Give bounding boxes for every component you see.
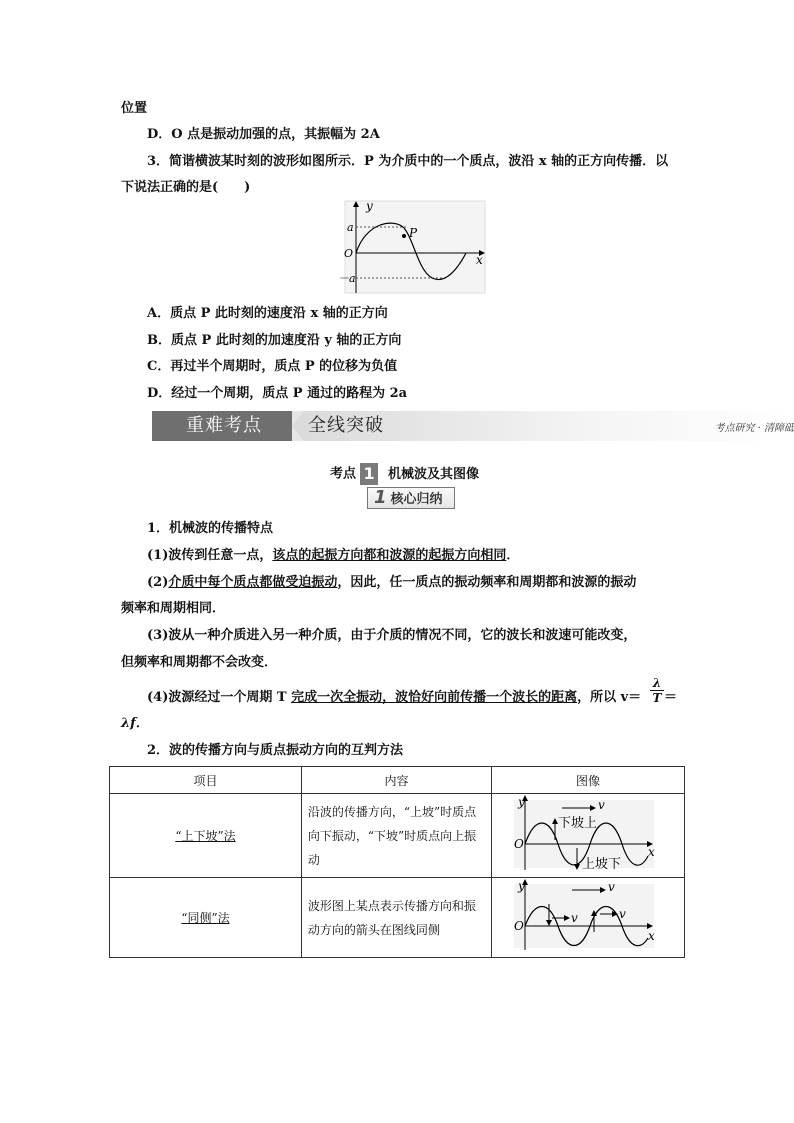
kaodian-heading [330,463,479,486]
q3-stem-line1: 3．简谐横波某时刻的波形如图所示．P 为介质中的一个质点，波沿 x 轴的正方向传播．以 [147,154,669,169]
table-cell-figure [491,878,684,958]
point-1-underlined: 该点的起振方向都和波源的起振方向相同 [272,548,507,563]
point-3-cont: 但频率和周期都不会改变． [121,655,278,670]
section-banner [152,411,794,441]
table-cell-content [301,794,491,878]
diagram-y-label: y [517,795,525,809]
method-description: 波形图上某点表示传播方向和振动方向的箭头在图线同侧 [307,898,476,937]
q3-stem-line2: 下说法正确的是( ) [121,180,251,195]
formula-equals: ＝ [664,690,678,705]
point-2 [147,575,636,591]
q3-option-a: A．质点 P 此时刻的速度沿 x 轴的正方向 [147,306,388,321]
label-p: P [409,226,418,240]
same-side-diagram [492,878,682,954]
downslope-up-label: 下坡上 [557,816,597,831]
point-4 [147,690,641,706]
point-4-cont: λf． [121,716,149,731]
diagram-origin-label: O [513,919,524,933]
point-4-formula-start: ，所以 v＝ [577,690,642,705]
point-2-cont: 频率和周期相同． [121,601,226,616]
kaodian-prefix: 考点 [330,466,357,482]
point-2-text: ，因此，任一质点的振动频率和周期都和波源的振动 [337,575,637,590]
diagram-velocity-label: v [597,798,605,812]
point-1-end: ． [506,548,520,563]
label-a: a [347,221,354,234]
fraction-numerator: λ [652,676,662,690]
diagram-x-label: x [647,845,655,859]
banner-title: 全线突破 [308,415,384,436]
point-4-underlined: 完成一次全振动，波恰好向前传播一个波长的距离 [291,690,578,705]
diagram-origin-label: O [513,837,524,851]
table-header-row [110,767,685,794]
table-header-figure: 图像 [491,767,684,794]
continued-text: 位置 [121,101,148,116]
method-table [109,766,685,958]
fraction-denominator: T [650,690,664,705]
kaodian-number-badge: 1 [360,463,378,485]
point-4-text: (4)波源经过一个周期 T [147,690,292,705]
banner-right-label: 考点研究 · 清障砥 [714,423,794,434]
label-neg-a: －a [338,272,356,285]
method-name: “同侧”法 [181,911,230,925]
point-1-text: (1)波传到任意一点， [147,548,273,563]
label-origin: O [344,247,354,260]
q3-wave-figure [336,200,486,295]
axis-y-label: y [366,200,373,213]
table-cell-item [110,794,302,878]
table-row [110,794,685,878]
table-cell-content [301,878,491,958]
method-description: 沿波的传播方向，“上坡”时质点向下振动，“下坡”时质点向上振动 [307,804,477,867]
diagram-velocity-label: v [607,880,615,894]
q3-option-c: C．再过半个周期时，质点 P 的位移为负值 [147,359,398,374]
section2-heading: 2．波的传播方向与质点振动方向的互判方法 [147,743,404,758]
diagram-x-label: x [647,929,655,943]
axis-x-label: x [476,253,483,267]
point-3: (3)波从一种介质进入另一种介质，由于介质的情况不同，它的波长和波速可能改变， [147,628,637,643]
section1-heading: 1．机械波的传播特点 [147,521,274,536]
table-header-content: 内容 [301,767,491,794]
point-2-number: (2) [147,575,169,590]
core-summary-label: 核心归纳 [390,492,443,507]
core-summary-tag [367,487,455,509]
wave-graph [336,200,486,295]
table-row [110,878,685,958]
upslope-down-label: 上坡下 [581,857,621,872]
q3-option-b: B．质点 P 此时刻的加速度沿 y 轴的正方向 [147,333,402,348]
option-d-prev: D．O 点是振动加强的点，其振幅为 2A [147,127,380,142]
formula-fraction [650,676,664,705]
banner-left-label: 重难考点 [152,411,292,441]
table-cell-figure [491,794,684,878]
method-name: “上下坡”法 [175,829,236,843]
arrow-v1-label: v [570,911,578,925]
arrow-v2-label: v [618,907,626,921]
point-2-underlined: 介质中每个质点都做受迫振动 [168,575,338,590]
kaodian-title: 机械波及其图像 [388,466,480,482]
core-summary-number: 1 [374,487,387,508]
up-down-slope-diagram [492,794,682,874]
q3-option-d: D．经过一个周期，质点 P 通过的路程为 2a [147,386,408,401]
table-cell-item [110,878,302,958]
table-header-item: 项目 [110,767,302,794]
diagram-y-label: y [517,879,525,893]
point-1 [147,548,519,564]
